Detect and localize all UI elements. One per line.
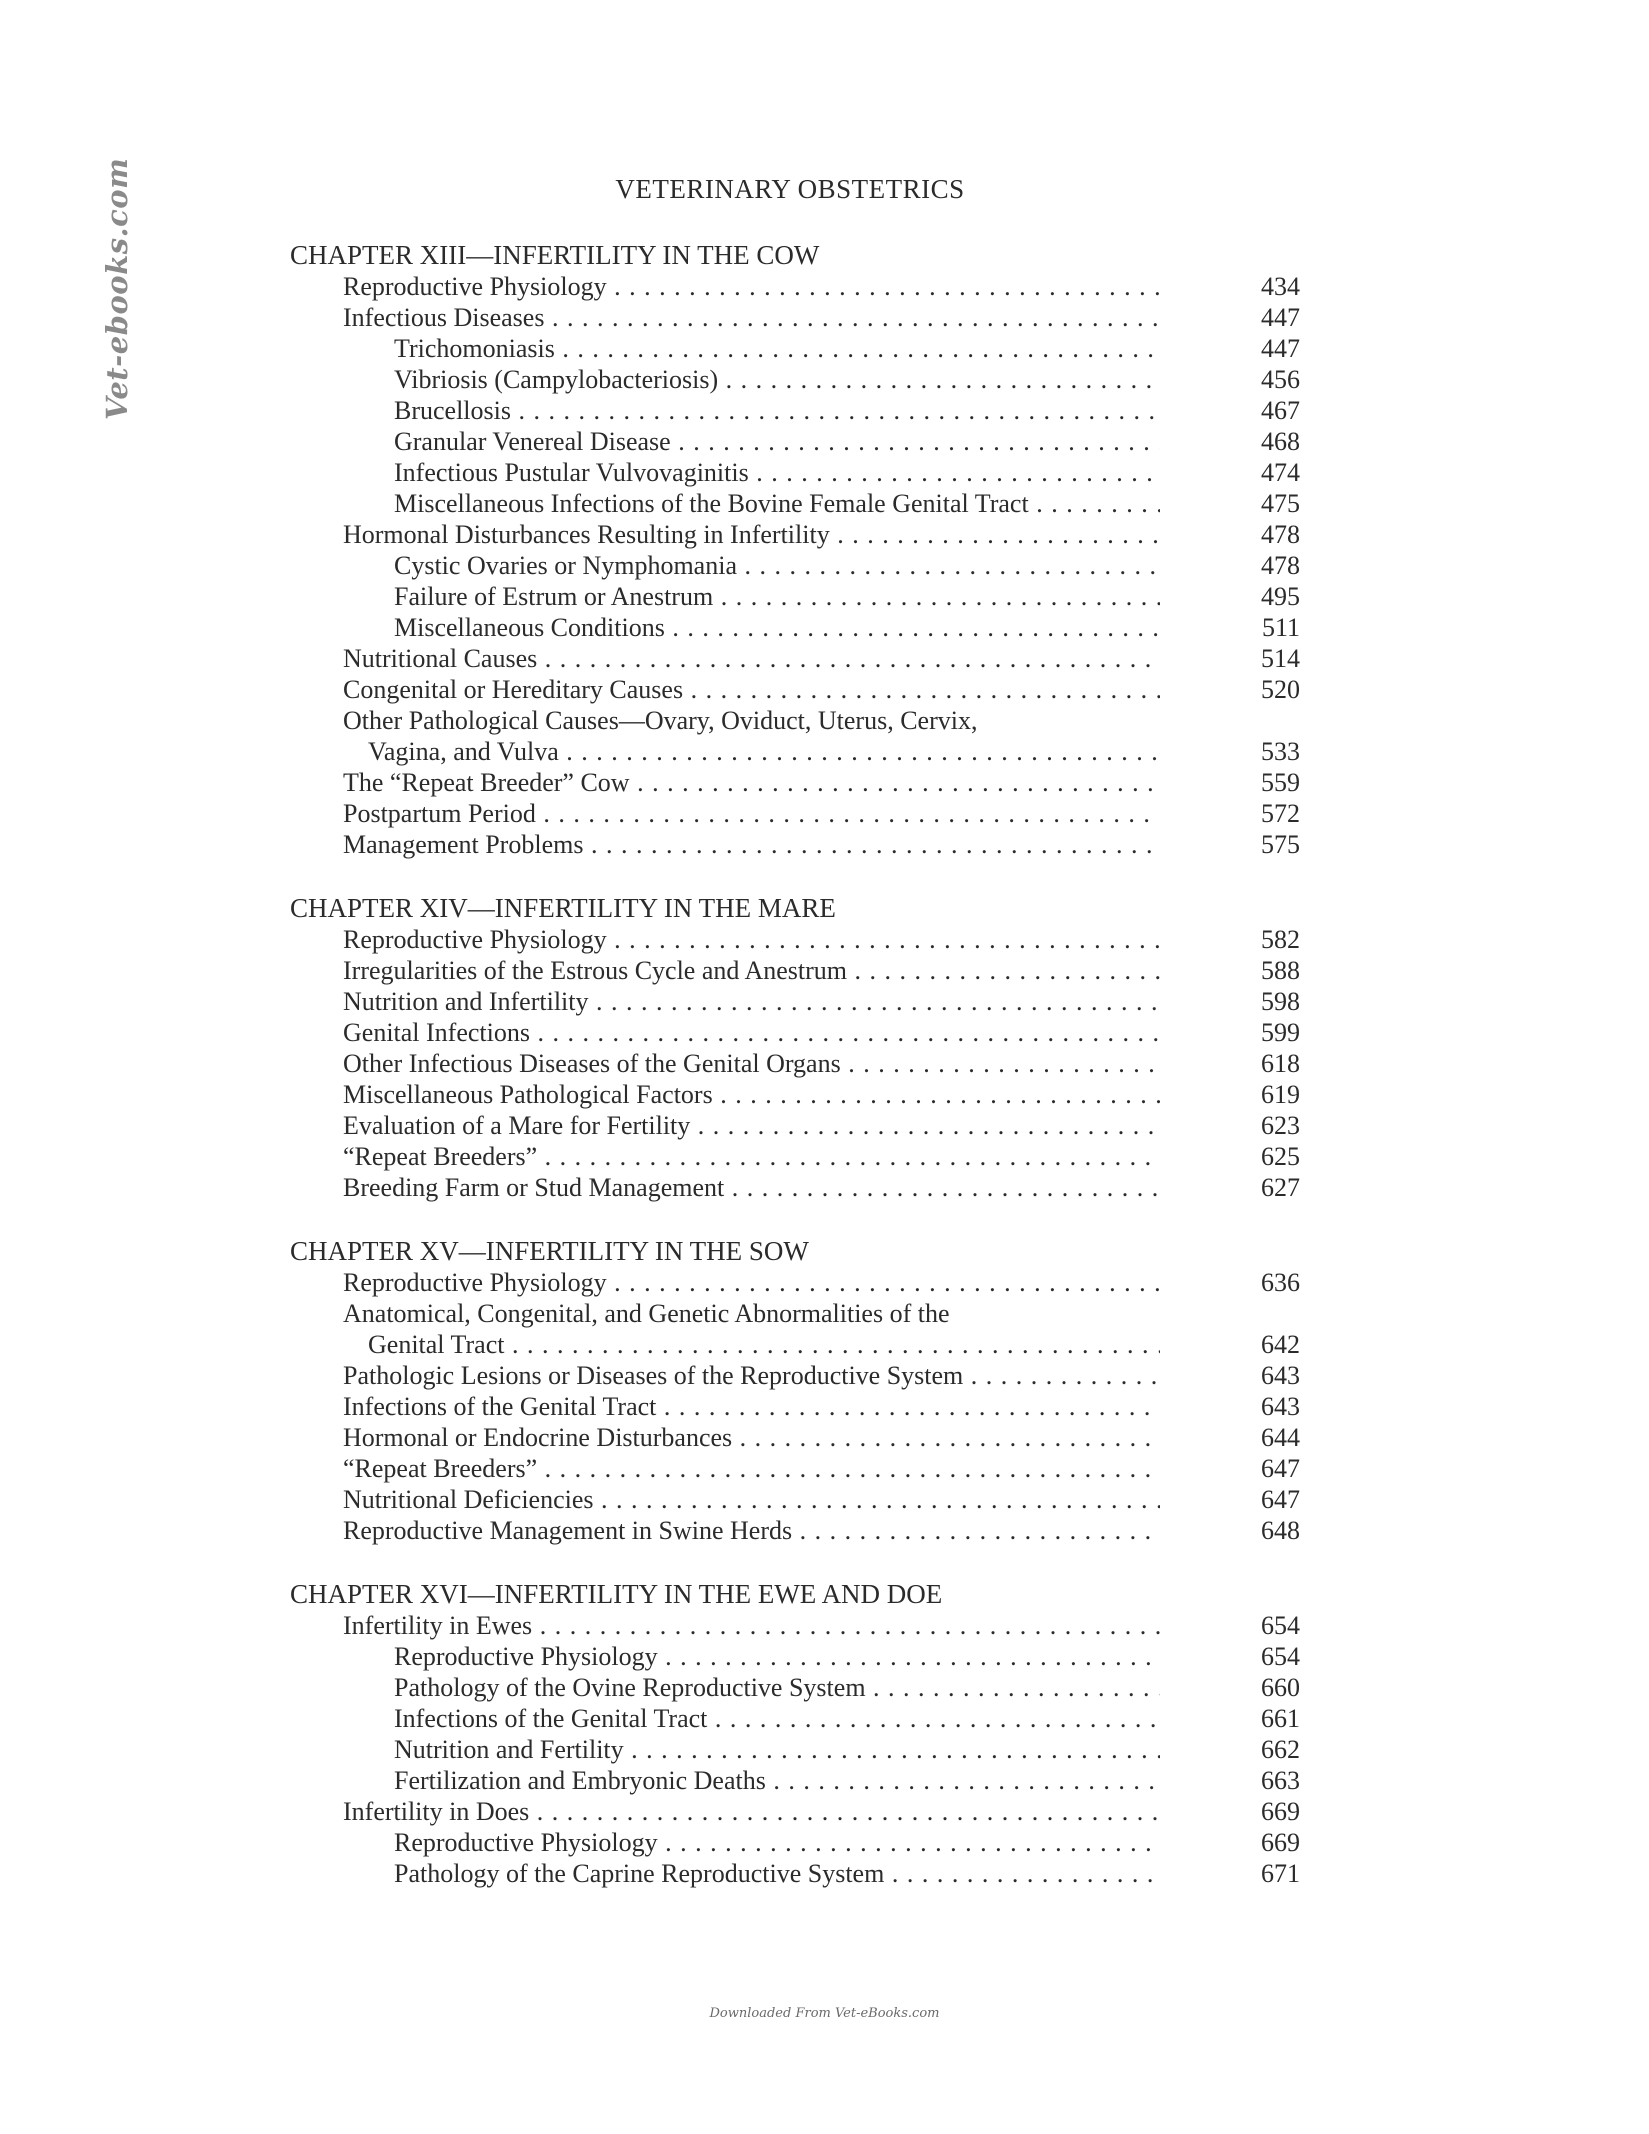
toc-page-number: 642 <box>1215 1329 1300 1360</box>
toc-entry-title: Infectious Diseases . . . <box>0 302 1160 333</box>
toc-page-number: 533 <box>1215 736 1300 767</box>
toc-entry <box>0 1515 1649 1546</box>
toc-page-number: 514 <box>1215 643 1300 674</box>
toc-page-number: 663 <box>1215 1765 1300 1796</box>
toc-page-number: 644 <box>1215 1422 1300 1453</box>
toc-entry-title: Irregularities of the Estrous Cycle and Anestrum . . . <box>0 955 1160 986</box>
chapter-section <box>0 893 1649 1203</box>
toc-entry <box>0 333 1649 364</box>
toc-page-number: 661 <box>1215 1703 1300 1734</box>
toc-entry <box>0 364 1649 395</box>
toc-page-number: 647 <box>1215 1484 1300 1515</box>
toc-entry-title: Infectious Pustular Vulvovaginitis . . . <box>0 457 1160 488</box>
toc-page-number: 669 <box>1215 1796 1300 1827</box>
toc-entry <box>0 1703 1649 1734</box>
toc-entry <box>0 426 1649 457</box>
toc-entry-title-line1: Anatomical, Congenital, and Genetic Abnormalities of the <box>343 1299 950 1328</box>
toc-page-number: 654 <box>1215 1610 1300 1641</box>
toc-entry-title: Nutrition and Fertility . . . <box>0 1734 1160 1765</box>
toc-entry-title: Evaluation of a Mare for Fertility . . . <box>0 1110 1160 1141</box>
toc-entry <box>0 1048 1649 1079</box>
toc-entry <box>0 986 1649 1017</box>
toc-entry <box>0 302 1649 333</box>
toc-entry <box>0 550 1649 581</box>
toc-page-number: 654 <box>1215 1641 1300 1672</box>
toc-page-number: 559 <box>1215 767 1300 798</box>
toc-entry <box>0 1672 1649 1703</box>
toc-entry <box>0 643 1649 674</box>
toc-page-number: 618 <box>1215 1048 1300 1079</box>
toc-page-number: 625 <box>1215 1141 1300 1172</box>
toc-entry <box>0 457 1649 488</box>
toc-page-number: 643 <box>1215 1391 1300 1422</box>
table-of-contents <box>0 240 1649 1922</box>
toc-page-number: 671 <box>1215 1858 1300 1889</box>
toc-entry-title: “Repeat Breeders” . . . <box>0 1453 1160 1484</box>
toc-entry-title: Vibriosis (Campylobacteriosis) . . . <box>0 364 1160 395</box>
toc-entry-title: “Repeat Breeders” . . . <box>0 1141 1160 1172</box>
toc-page-number: 627 <box>1215 1172 1300 1203</box>
toc-entry-title: Pathology of the Caprine Reproductive System . . . <box>0 1858 1160 1889</box>
toc-entry-title: Reproductive Physiology . . . <box>0 1827 1160 1858</box>
toc-page-number: 447 <box>1215 302 1300 333</box>
toc-page-number: 478 <box>1215 550 1300 581</box>
toc-entry <box>0 1298 1649 1360</box>
chapter-title: CHAPTER XIII—INFERTILITY IN THE COW <box>290 240 820 270</box>
toc-entry <box>0 519 1649 550</box>
toc-entry-title: Infections of the Genital Tract . . . <box>0 1703 1160 1734</box>
toc-entry-title: Hormonal Disturbances Resulting in Infertility . . . <box>0 519 1160 550</box>
toc-entry-title: Management Problems . . . <box>0 829 1160 860</box>
toc-entry-title: Granular Venereal Disease . . . <box>0 426 1160 457</box>
chapter-title: CHAPTER XV—INFERTILITY IN THE SOW <box>290 1236 809 1266</box>
toc-entry <box>0 1017 1649 1048</box>
toc-entry-title: Reproductive Physiology . . . <box>0 271 1160 302</box>
toc-entry-title: Miscellaneous Conditions . . . <box>0 612 1160 643</box>
running-head: VETERINARY OBSTETRICS <box>615 174 965 204</box>
chapter-section <box>0 240 1649 860</box>
toc-entry <box>0 1765 1649 1796</box>
watermark-logo: Vet-ebooks.com <box>100 157 134 420</box>
toc-page-number: 474 <box>1215 457 1300 488</box>
toc-page-number: 511 <box>1215 612 1300 643</box>
chapter-section <box>0 1236 1649 1546</box>
toc-entry <box>0 798 1649 829</box>
toc-entry-title: Congenital or Hereditary Causes . . . <box>0 674 1160 705</box>
toc-entry-title: Failure of Estrum or Anestrum . . . <box>0 581 1160 612</box>
toc-page-number: 660 <box>1215 1672 1300 1703</box>
toc-entry <box>0 1079 1649 1110</box>
toc-entry <box>0 612 1649 643</box>
toc-entry <box>0 395 1649 426</box>
toc-entry-title: The “Repeat Breeder” Cow . . . <box>0 767 1160 798</box>
toc-entry-title: Nutritional Causes . . . <box>0 643 1160 674</box>
toc-entry <box>0 1610 1649 1641</box>
toc-entry-title: Trichomoniasis . . . <box>0 333 1160 364</box>
toc-entry-title: Nutritional Deficiencies . . . <box>0 1484 1160 1515</box>
toc-entry <box>0 1827 1649 1858</box>
toc-entry <box>0 767 1649 798</box>
toc-entry-title: Infections of the Genital Tract . . . <box>0 1391 1160 1422</box>
toc-entry <box>0 1453 1649 1484</box>
toc-page-number: 520 <box>1215 674 1300 705</box>
toc-page-number: 456 <box>1215 364 1300 395</box>
toc-page-number: 619 <box>1215 1079 1300 1110</box>
toc-page-number: 447 <box>1215 333 1300 364</box>
toc-entry <box>0 1422 1649 1453</box>
toc-page-number: 647 <box>1215 1453 1300 1484</box>
toc-entry <box>0 1391 1649 1422</box>
toc-page-number: 636 <box>1215 1267 1300 1298</box>
toc-entry <box>0 1172 1649 1203</box>
toc-entry-title: Reproductive Physiology . . . <box>0 1641 1160 1672</box>
chapter-title: CHAPTER XVI—INFERTILITY IN THE EWE AND DOE <box>290 1579 943 1609</box>
toc-entry <box>0 1267 1649 1298</box>
toc-entry <box>0 674 1649 705</box>
toc-page-number: 648 <box>1215 1515 1300 1546</box>
toc-entry-title-line1: Other Pathological Causes—Ovary, Oviduct, Uterus, Cervix, <box>343 706 978 735</box>
toc-entry <box>0 488 1649 519</box>
toc-page-number: 599 <box>1215 1017 1300 1048</box>
toc-entry-title: Genital Tract . . . <box>0 1329 1160 1360</box>
toc-page-number: 598 <box>1215 986 1300 1017</box>
toc-entry <box>0 1484 1649 1515</box>
toc-entry-title: Reproductive Physiology . . . <box>0 924 1160 955</box>
toc-page-number: 495 <box>1215 581 1300 612</box>
toc-entry <box>0 581 1649 612</box>
toc-entry-title: Miscellaneous Infections of the Bovine Female Genital Tract . . . <box>0 488 1160 519</box>
toc-entry <box>0 1641 1649 1672</box>
toc-entry <box>0 1734 1649 1765</box>
toc-entry <box>0 705 1649 767</box>
toc-page-number: 468 <box>1215 426 1300 457</box>
chapter-entries <box>0 1610 1649 1889</box>
toc-page-number: 582 <box>1215 924 1300 955</box>
toc-entry-title: Reproductive Management in Swine Herds . . . <box>0 1515 1160 1546</box>
toc-entry-title: Other Infectious Diseases of the Genital Organs . . . <box>0 1048 1160 1079</box>
toc-entry <box>0 271 1649 302</box>
toc-entry-title: Miscellaneous Pathological Factors . . . <box>0 1079 1160 1110</box>
toc-entry-title: Brucellosis . . . <box>0 395 1160 426</box>
chapter-entries <box>0 924 1649 1203</box>
toc-entry-title: Pathologic Lesions or Diseases of the Reproductive System . . . <box>0 1360 1160 1391</box>
toc-entry <box>0 1796 1649 1827</box>
toc-page-number: 467 <box>1215 395 1300 426</box>
chapter-entries <box>0 1267 1649 1546</box>
toc-page-number: 643 <box>1215 1360 1300 1391</box>
toc-entry <box>0 1858 1649 1889</box>
toc-entry <box>0 924 1649 955</box>
toc-entry-title: Fertilization and Embryonic Deaths . . . <box>0 1765 1160 1796</box>
toc-entry-title: Cystic Ovaries or Nymphomania . . . <box>0 550 1160 581</box>
toc-page-number: 434 <box>1215 271 1300 302</box>
toc-page-number: 475 <box>1215 488 1300 519</box>
toc-page-number: 575 <box>1215 829 1300 860</box>
toc-entry-title: Breeding Farm or Stud Management . . . <box>0 1172 1160 1203</box>
toc-entry-title: Infertility in Ewes . . . <box>0 1610 1160 1641</box>
toc-entry-title: Pathology of the Ovine Reproductive System . . . <box>0 1672 1160 1703</box>
toc-entry <box>0 1110 1649 1141</box>
toc-page-number: 669 <box>1215 1827 1300 1858</box>
chapter-section <box>0 1579 1649 1889</box>
toc-page-number: 662 <box>1215 1734 1300 1765</box>
toc-entry-title: Vagina, and Vulva . . . <box>0 736 1160 767</box>
download-footer: Downloaded From Vet-eBooks.com <box>709 2006 940 2021</box>
toc-entry-title: Genital Infections . . . <box>0 1017 1160 1048</box>
toc-entry <box>0 1360 1649 1391</box>
toc-entry-title: Nutrition and Infertility . . . <box>0 986 1160 1017</box>
toc-entry-title: Infertility in Does . . . <box>0 1796 1160 1827</box>
toc-entry-title: Postpartum Period . . . <box>0 798 1160 829</box>
toc-entry <box>0 829 1649 860</box>
toc-entry-title: Hormonal or Endocrine Disturbances . . . <box>0 1422 1160 1453</box>
toc-page-number: 478 <box>1215 519 1300 550</box>
toc-entry-title: Reproductive Physiology . . . <box>0 1267 1160 1298</box>
toc-entry <box>0 955 1649 986</box>
toc-page-number: 572 <box>1215 798 1300 829</box>
chapter-title: CHAPTER XIV—INFERTILITY IN THE MARE <box>290 893 836 923</box>
toc-entry <box>0 1141 1649 1172</box>
toc-page-number: 623 <box>1215 1110 1300 1141</box>
toc-page-number: 588 <box>1215 955 1300 986</box>
chapter-entries <box>0 271 1649 860</box>
